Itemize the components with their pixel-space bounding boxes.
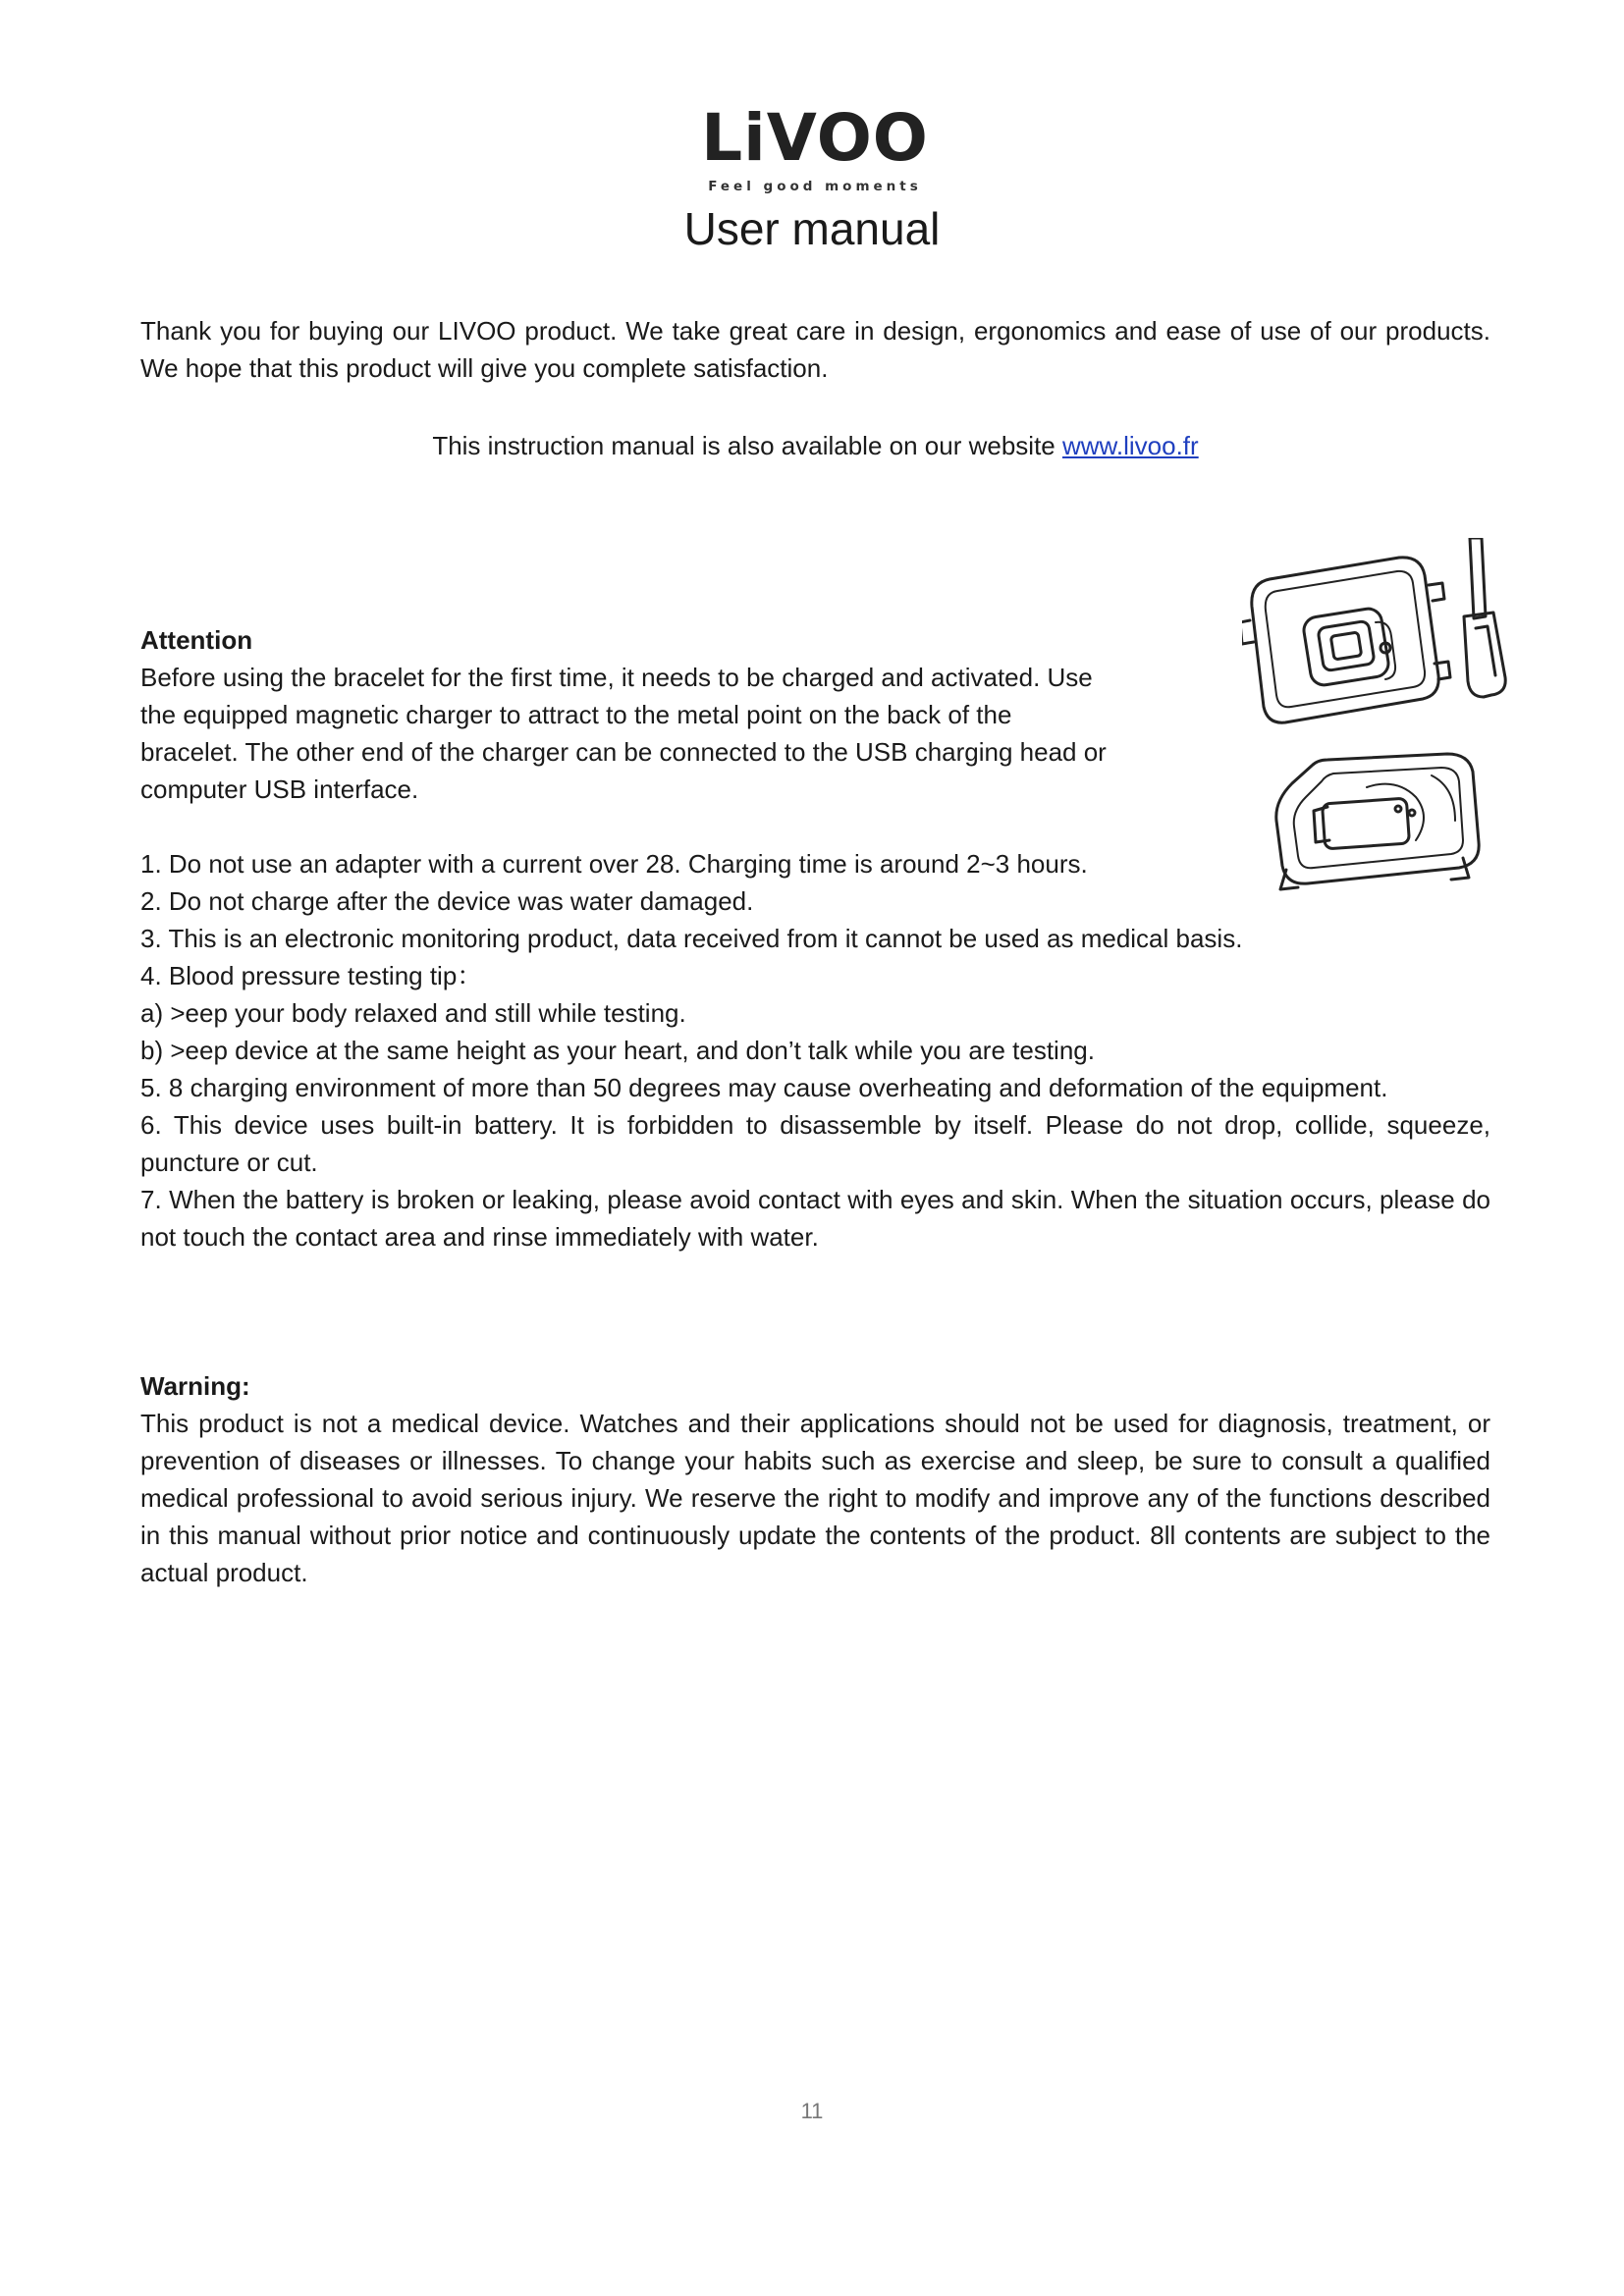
logo-tagline: Feel good moments [708, 179, 922, 194]
brand-logo [697, 100, 933, 194]
attention-list [140, 882, 1490, 1255]
warning-heading: Warning: [140, 1371, 250, 1401]
attention-item: 2. Do not charge after the device was water damaged. [140, 886, 754, 916]
warning-paragraph: This product is not a medical device. Watches and their applications should not be used for diagnosis, treatment, or prevention of diseases or illnesses. To change your habits such as exercise and sleep, be sure to consult a qualified medical professional to avoid serious injury. We reserve the right to modify and improve any of the functions described in this manual without prior notice and continuously update the contents of the product. 8ll contents are subject to the actual product. [140, 1409, 1490, 1587]
page-title: User manual [683, 203, 941, 254]
intro-paragraph: Thank you for buying our LIVOO product. We take great care in design, ergonomics and ease of use of our products. We hope that this product will give you complete satisfaction. [140, 316, 1490, 383]
attention-line: the equipped magnetic charger to attract to the metal point on the back of the [140, 700, 1012, 729]
logo-wordmark: LiVOO [701, 100, 929, 176]
attention-line: bracelet. The other end of the charger can be connected to the USB charging head or [140, 737, 1107, 767]
attention-paragraph [140, 659, 1211, 808]
page-number: 11 [800, 2099, 824, 2123]
attention-item: b) >eep device at the same height as your heart, and don’t talk while you are testing. [140, 1036, 1095, 1065]
attention-item: a) >eep your body relaxed and still while testing. [140, 998, 686, 1028]
attention-item: 4. Blood pressure testing tip： [140, 961, 483, 990]
attention-item: 3. This is an electronic monitoring product, data received from it cannot be used as medical basis. [140, 924, 1243, 953]
attention-item-1: 1. Do not use an adapter with a current over 28. Charging time is around 2~3 hours. [140, 849, 1088, 879]
attention-item: 7. When the battery is broken or leaking, please avoid contact with eyes and skin. When the situation occurs, please do not touch the contact area and rinse immediately with water. [140, 1185, 1490, 1252]
attention-item: 5. 8 charging environment of more than 50 degrees may cause overheating and deformation of the equipment. [140, 1073, 1388, 1102]
attention-heading: Attention [140, 625, 253, 655]
attention-line: computer USB interface. [140, 774, 419, 804]
website-line [140, 427, 1490, 464]
website-text: This instruction manual is also available on our website [432, 431, 1062, 460]
website-link[interactable]: www.livoo.fr [1061, 431, 1199, 460]
attention-item: 6. This device uses built-in battery. It is forbidden to disassemble by itself. Please do not drop, collide, squeeze, puncture or cut. [140, 1110, 1490, 1177]
attention-line: Before using the bracelet for the first time, it needs to be charged and activated. Use [140, 663, 1093, 692]
charger-attached-illustration [1269, 748, 1494, 895]
